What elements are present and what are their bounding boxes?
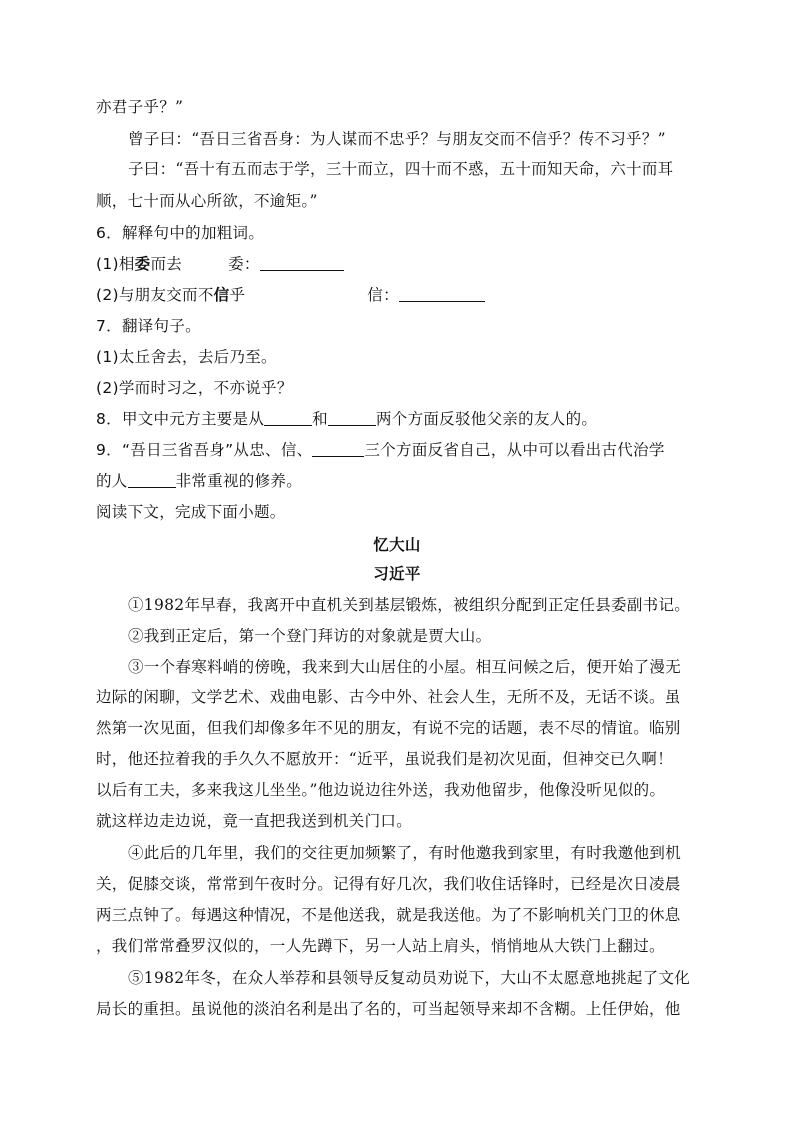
question-7-item-2: (2)学而时习之，不亦说乎？ — [96, 379, 293, 397]
question-text: 两个方面反驳他父亲的友人的。 — [375, 410, 598, 428]
question-6-title: 6．解释句中的加粗词。 — [96, 224, 265, 242]
question-9-line-2 — [96, 470, 706, 492]
item-text: 乎 — [229, 286, 246, 304]
question-6-item-2 — [96, 284, 706, 306]
article-line: 时，他还拉着我的手久久不愿放开：“近平，虽说我们是初次见面，但神交已久啊！ — [96, 750, 674, 768]
answer-blank[interactable] — [128, 471, 176, 488]
answer-label: 委： — [228, 255, 260, 273]
question-text: 和 — [312, 410, 328, 428]
article-line: 关，促膝交谈，常常到午夜时分。记得有好几次，我们收住话锋时，已经是次日凌晨 — [96, 875, 681, 893]
article-line: ②我到正定后，第一个登门拜访的对象就是贾大山。 — [128, 627, 492, 645]
text-line: 亦君子乎？” — [96, 98, 184, 116]
question-text: 8．甲文中元方主要是从 — [96, 410, 265, 428]
answer-blank[interactable] — [264, 409, 312, 426]
article-line: ④此后的几年里，我们的交往更加频繁了，有时他邀我到家里，有时我邀他到机 — [128, 844, 682, 862]
answer-blank[interactable] — [260, 254, 344, 271]
answer-blank[interactable] — [328, 409, 376, 426]
question-8 — [96, 408, 706, 430]
article-line: ①1982年早春，我离开中直机关到基层锻炼，被组织分配到正定任县委副书记。 — [128, 596, 691, 614]
question-text: 非常重视的修养。 — [175, 472, 303, 490]
question-text: 的人 — [96, 472, 128, 490]
article-author: 习近平 — [373, 564, 421, 583]
item-text: (2)与朋友交而不 — [96, 286, 214, 304]
article-line: 边际的闲聊，文学艺术、戏曲电影、古今中外、社会人生，无所不及，无话不谈。虽 — [96, 688, 681, 706]
article-line: 两三点钟了。每遇这种情况，不是他送我，就是我送他。为了不影响机关门卫的休息 — [96, 906, 681, 924]
text-line: 顺，七十而从心所欲，不逾矩。” — [96, 192, 318, 210]
text-line: 曾子曰：“吾日三省吾身：为人谋而不忠乎？与朋友交而不信乎？传不习乎？” — [128, 130, 666, 148]
article-line: ⑤1982年冬，在众人举荐和县领导反复动员劝说下，大山不太愿意地挑起了文化 — [128, 969, 691, 987]
article-line: 以后有工夫，多来我这儿坐坐。”他边说边往外送，我劝他留步，他像没听见似的。 — [96, 781, 666, 799]
question-9-line-1 — [96, 439, 706, 461]
item-text: 而去 — [150, 255, 183, 273]
article-line: ，我们常常叠罗汉似的，一人先蹲下，另一人站上肩头，悄悄地从大铁门上翻过。 — [96, 937, 665, 955]
reading-intro: 阅读下文，完成下面小题。 — [96, 503, 286, 521]
answer-label: 信： — [367, 286, 399, 304]
question-7-title: 7．翻译句子。 — [96, 317, 201, 335]
article-line: 然第一次见面，但我们却像多年不见的朋友，有说不完的话题，表不尽的情谊。临别 — [96, 719, 681, 737]
answer-blank[interactable] — [399, 285, 485, 302]
text-line: 子曰：“吾十有五而志于学，三十而立，四十而不惑，五十而知天命，六十而耳 — [128, 160, 674, 178]
article-title: 忆大山 — [373, 535, 421, 554]
article-line: 就这样边走边说，竟一直把我送到机关门口。 — [96, 812, 413, 830]
question-7-item-1: (1)太丘舍去，去后乃至。 — [96, 348, 277, 366]
article-line: ③一个春寒料峭的傍晚，我来到大山居住的小屋。相互问候之后，便开始了漫无 — [128, 658, 682, 676]
question-text: 三个方面反省自己，从中可以看出古代治学 — [364, 441, 665, 459]
item-text: (1)相 — [96, 255, 135, 273]
question-6-item-1 — [96, 253, 706, 275]
bold-word: 委 — [134, 255, 151, 273]
bold-word: 信 — [213, 286, 230, 304]
article-line: 局长的重担。虽说他的淡泊名利是出了名的，可当起领导来却不含糊。上任伊始，他 — [96, 1000, 681, 1018]
answer-blank[interactable] — [312, 440, 364, 457]
question-text: 9．“吾日三省吾身”从忠、信、 — [96, 441, 313, 459]
